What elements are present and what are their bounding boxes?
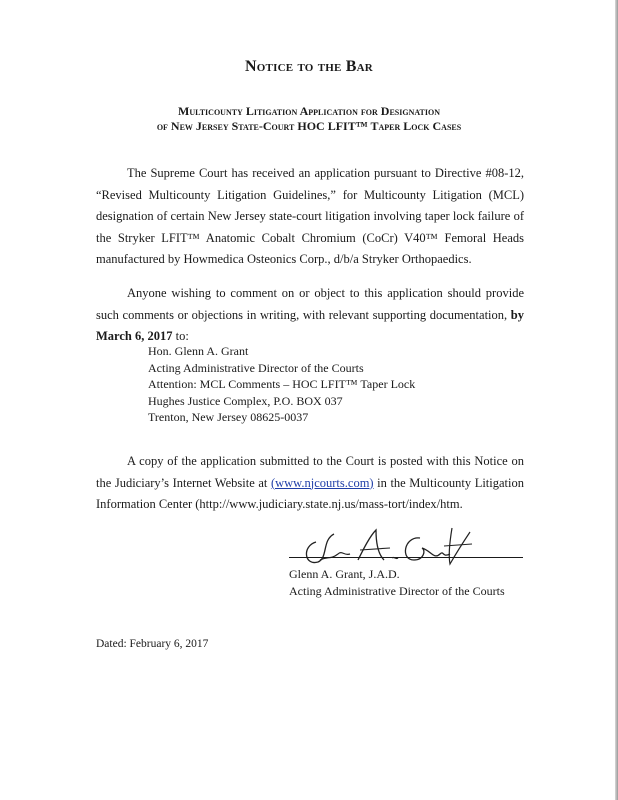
website-link[interactable]: (www.njcourts.com)	[270, 475, 374, 490]
address-building: Hughes Justice Complex, P.O. BOX 037	[148, 393, 343, 408]
signer-name: Glenn A. Grant, J.A.D.	[289, 567, 400, 581]
comments-suffix: to:	[175, 329, 189, 343]
comments-text: Anyone wishing to comment on or object to this application should provide such comments or objections in writing, with relevant supporting documentation,	[96, 286, 524, 322]
paragraph-application: The Supreme Court has received an application pursuant to Directive #08-12, “Revised Multicounty Litigation Guidelines,” for Multicounty Litigation (MCL) designation of certain New Jersey state-court litigation involving taper lock failure of the Stryker LFIT™ Anatomic Cobalt Chromium (CoCr) V40™ Femoral Heads manufactured by Howmedica Osteonics Corp., d/b/a Stryker Orthopaedics.	[96, 166, 524, 266]
paragraph-website	[96, 451, 524, 516]
signer-title: Acting Administrative Director of the Courts	[289, 584, 505, 598]
dated-line: Dated: February 6, 2017	[96, 638, 209, 650]
website-text-1: A copy of the application submitted to the Court is posted with this Notice on the Judiciary’s Internet Website at	[96, 454, 524, 490]
address-name: Hon. Glenn A. Grant	[148, 344, 249, 358]
subtitle-line-1: Multicounty Litigation Application for Designation	[178, 104, 440, 118]
notice-subtitle	[0, 104, 618, 134]
address-attention: Attention: MCL Comments – HOC LFIT™ Taper Lock	[148, 377, 416, 391]
address-city: Trenton, New Jersey 08625-0037	[148, 410, 309, 424]
address-title: Acting Administrative Director of the Courts	[148, 360, 364, 375]
comments-deadline: by March 6, 2017	[96, 307, 524, 343]
mailing-address	[148, 343, 415, 426]
notice-title: Notice to the Bar	[245, 58, 373, 75]
signature-line	[289, 557, 523, 558]
paragraph-comments	[96, 283, 524, 348]
signer-block	[289, 566, 505, 600]
subtitle-line-2: of New Jersey State-Court HOC LFIT™ Taper Lock Cases	[156, 119, 462, 133]
website-text-2: in the Multicounty Litigation Information Center (http://www.judiciary.state.nj.us/mass-tort/index/htm.	[96, 475, 524, 511]
